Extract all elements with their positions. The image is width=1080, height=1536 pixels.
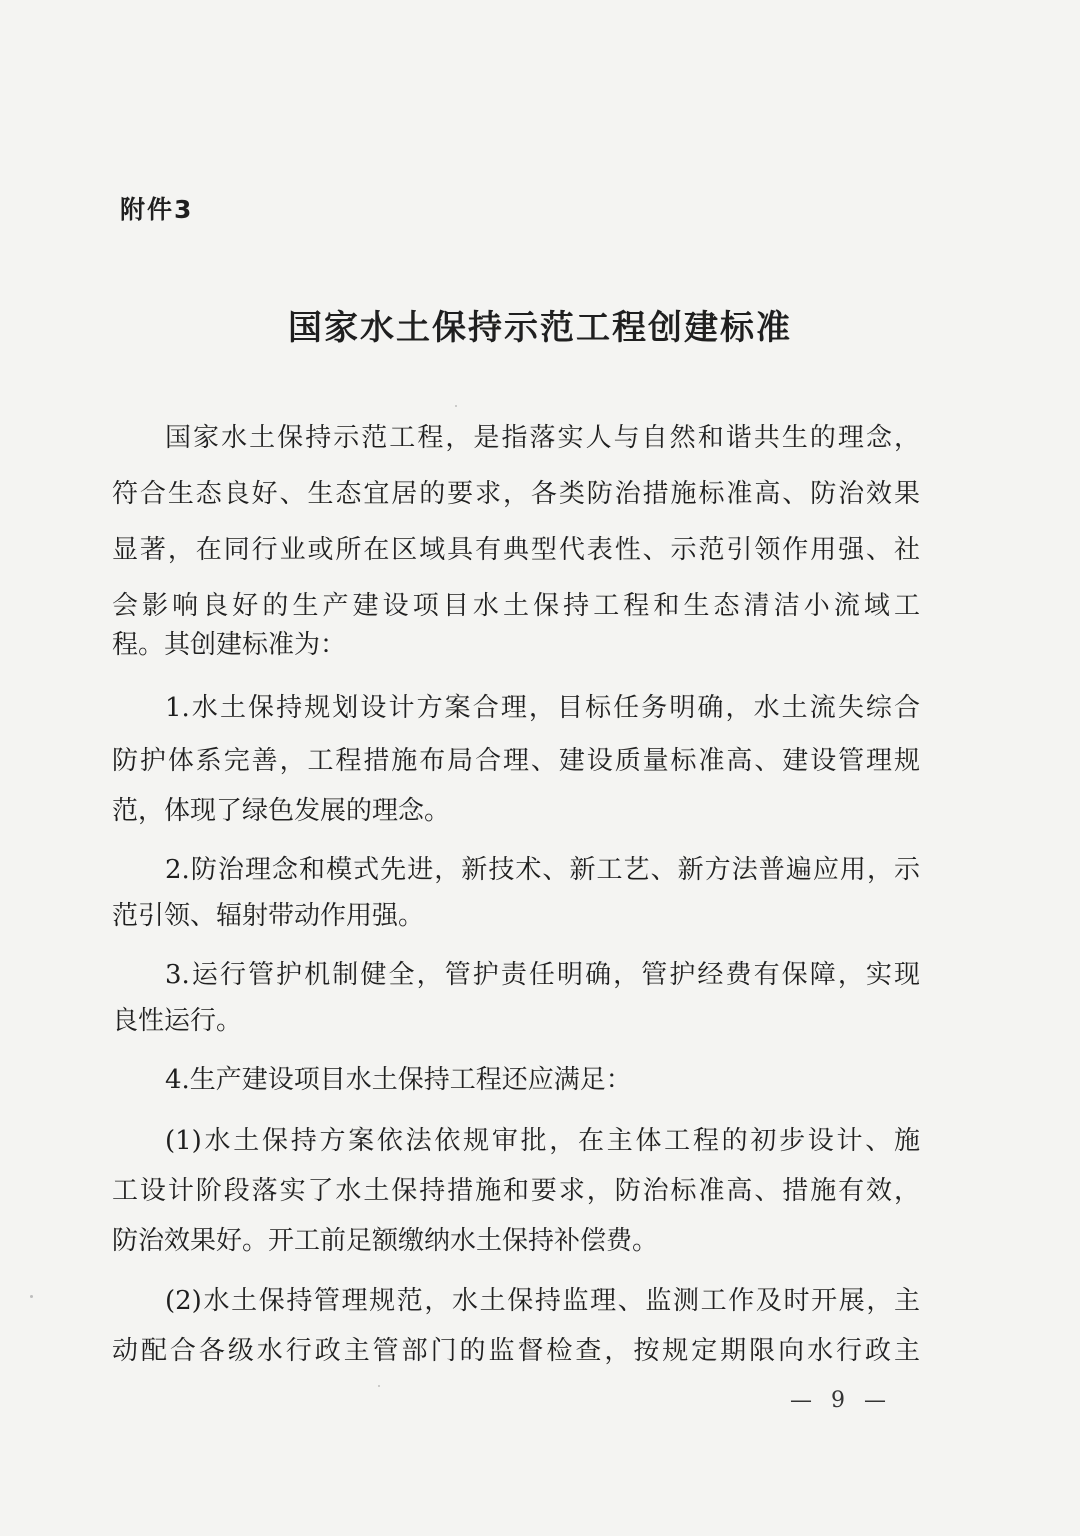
attachment-label: 附件3 [120,195,194,224]
paragraph-line: 显著，在同行业或所在区域具有典型代表性、示范引领作用强、社 [112,535,920,565]
paragraph-line: 范，体现了绿色发展的理念。 [112,796,451,826]
scan-speck [30,1295,33,1298]
document-title: 国家水土保持示范工程创建标准 [288,308,792,348]
paragraph-line: 工设计阶段落实了水土保持措施和要求，防治标准高、措施有效， [112,1176,920,1206]
paragraph-line: 范引领、辐射带动作用强。 [112,901,425,931]
paragraph-line: (2)水土保持管理规范，水土保持监理、监测工作及时开展，主 [165,1286,920,1316]
paragraph-line: 3.运行管护机制健全，管护责任明确，管护经费有保障，实现 [165,960,920,990]
paragraph-line: 国家水土保持示范工程，是指落实人与自然和谐共生的理念， [165,423,920,453]
paragraph-line: 4.生产建设项目水土保持工程还应满足： [165,1065,632,1095]
paragraph-line: 防治效果好。开工前足额缴纳水土保持补偿费。 [112,1226,659,1256]
scan-speck [378,1385,380,1387]
paragraph-line: (1)水土保持方案依法依规审批，在主体工程的初步设计、施 [165,1126,920,1156]
scan-speck [455,405,457,407]
paragraph-line: 防护体系完善，工程措施布局合理、建设质量标准高、建设管理规 [112,746,920,776]
paragraph-line: 2.防治理念和模式先进，新技术、新工艺、新方法普遍应用，示 [165,855,920,885]
paragraph-line: 程。其创建标准为： [112,630,347,660]
paragraph-line: 良性运行。 [112,1006,243,1036]
paragraph-line: 会影响良好的生产建设项目水土保持工程和生态清洁小流域工 [112,591,920,621]
paragraph-line: 1.水土保持规划设计方案合理，目标任务明确，水土流失综合 [165,693,920,723]
paragraph-line: 动配合各级水行政主管部门的监督检查，按规定期限向水行政主 [112,1336,920,1366]
page-number: — 9 — [790,1388,892,1413]
paragraph-line: 符合生态良好、生态宜居的要求，各类防治措施标准高、防治效果 [112,479,920,509]
